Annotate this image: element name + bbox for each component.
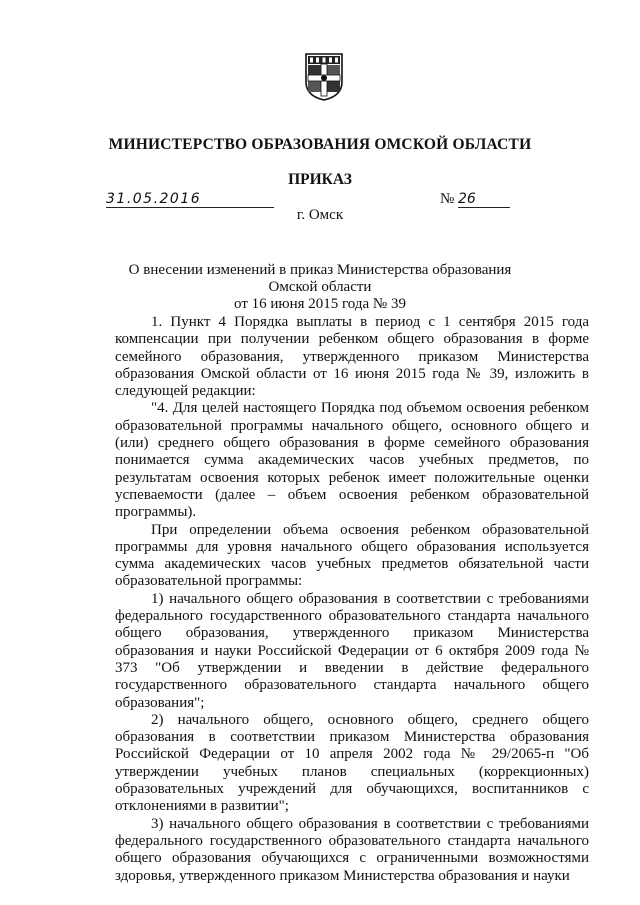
- document-subject: [115, 262, 525, 313]
- document-type: ПРИКАЗ: [288, 171, 352, 188]
- body-paragraph: 1) начального общего образования в соответствии с требованиями федерального государственного образовательного стандарта начального общего образования, утвержденного приказом Министерства образования и науки Российской Федерации от 6 октября 2009 года № 373 "Об утверждении и введении в действие федерального государственного образовательного стандарта начального общего образования";: [115, 590, 589, 711]
- body-paragraph: 3) начального общего образования в соответствии с требованиями федерального государственного образовательного стандарта начального общего образования обучающихся с ограниченными возможностями здоровья, утвержденного приказом Министерства образования и науки: [115, 815, 589, 884]
- subject-line: О внесении изменений в приказ Министерства образования Омской области: [128, 262, 512, 295]
- document-city: г. Омск: [296, 207, 344, 223]
- ministry-title: МИНИСТЕРСТВО ОБРАЗОВАНИЯ ОМСКОЙ ОБЛАСТИ: [108, 136, 532, 153]
- number-sign: №: [440, 191, 455, 207]
- body-paragraph: "4. Для целей настоящего Порядка под объемом освоения ребенком образовательной программы начального общего, основного общего и (или) среднего общего образования в форме семейного образования понимается сумма академических часов учебных предметов, по результатам освоения которых ребенок имеет положительные оценки успеваемости (далее – объем освоения ребенком образовательной программы).: [115, 400, 589, 521]
- document-date: 31.05.2016: [106, 191, 274, 208]
- document-number: 26: [458, 191, 510, 208]
- coat-of-arms-icon: [304, 52, 344, 102]
- subject-line: от 16 июня 2015 года № 39: [234, 296, 406, 312]
- document-body: [115, 314, 589, 885]
- body-paragraph: 1. Пункт 4 Порядка выплаты в период с 1 сентября 2015 года компенсации при получении ребенком общего образования в форме семейного образования, утвержденного приказом Министерства образования Омской области от 16 июня 2015 года № 39, изложить в следующей редакции:: [115, 314, 589, 400]
- body-paragraph: 2) начального общего, основного общего, среднего общего образования в соответствии приказом Министерства образования Российской Федерации от 10 апреля 2002 года № 29/2065-п "Об утверждении учебных планов специальных (коррекционных) образовательных учреждений для обучающихся, воспитанников с отклонениями в развитии";: [115, 711, 589, 815]
- body-paragraph: При определении объема освоения ребенком образовательной программы для уровня начального общего образования используется сумма академических часов учебных предметов обязательной части образовательной программы:: [115, 521, 589, 590]
